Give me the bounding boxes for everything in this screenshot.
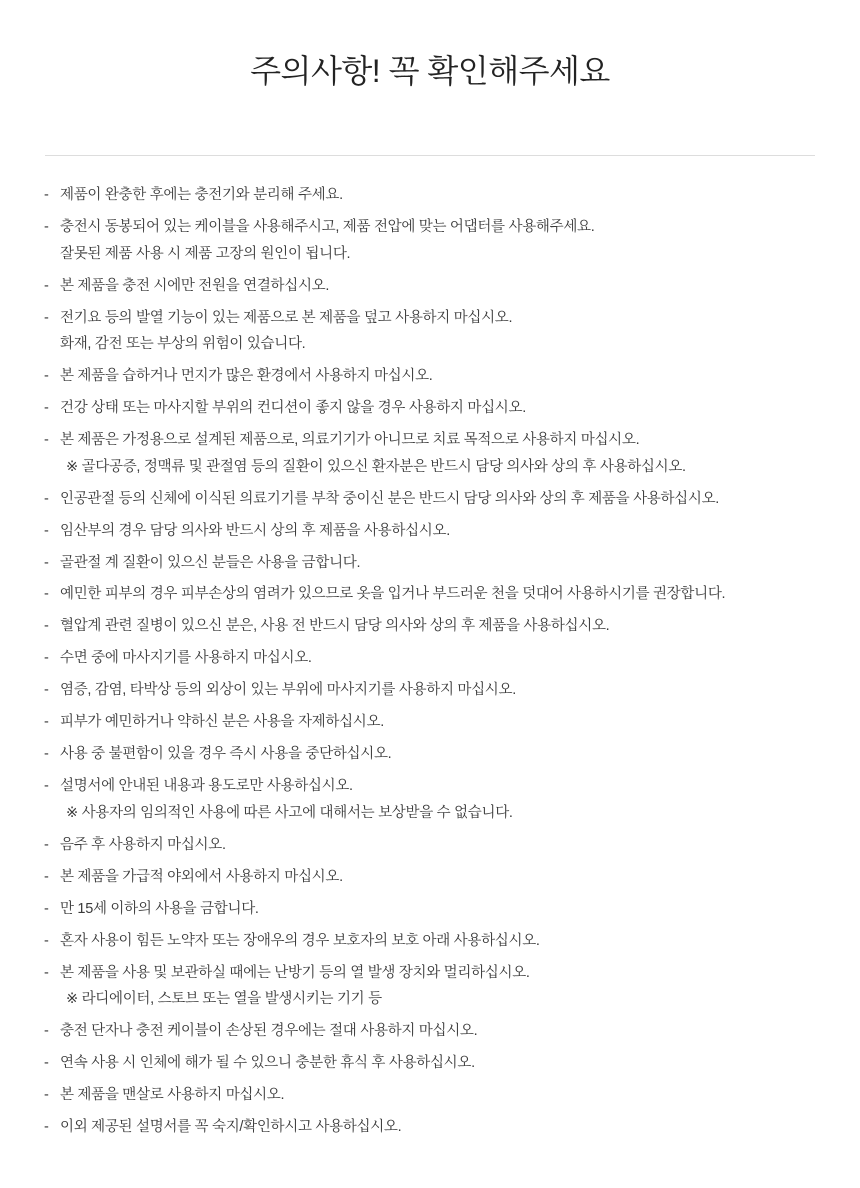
bullet-dash-icon: - xyxy=(44,778,49,795)
bullet-dash-icon: - xyxy=(44,1119,49,1136)
bullet-dash-icon: - xyxy=(44,368,49,385)
notice-line xyxy=(44,520,860,543)
bullet-dash-icon: - xyxy=(44,1055,49,1072)
notice-text: 인공관절 등의 신체에 이식된 의료기기를 부착 중이신 분은 반드시 담당 의사와 상의 후 제품을 사용하십시오. xyxy=(60,490,720,507)
bullet-dash-icon: - xyxy=(44,400,49,417)
notice-text: 혈압계 관련 질병이 있으신 분은, 사용 전 반드시 담당 의사와 상의 후 제품을 사용하십시오. xyxy=(60,618,610,635)
notice-subtext: ※ 라디에이터, 스토브 또는 열을 발생시키는 기기 등 xyxy=(66,991,382,1008)
notice-text: 본 제품을 맨살로 사용하지 마십시오. xyxy=(60,1087,285,1104)
bullet-dash-icon: - xyxy=(44,490,49,507)
notice-line xyxy=(44,711,860,734)
notice-text: 염증, 감염, 타박상 등의 외상이 있는 부위에 마사지기를 사용하지 마십시오. xyxy=(60,682,516,699)
bullet-dash-icon: - xyxy=(44,586,49,603)
notice-line xyxy=(44,583,860,606)
notice-line xyxy=(44,866,860,889)
bullet-dash-icon: - xyxy=(44,1087,49,1104)
notice-line xyxy=(44,397,860,420)
notice-text: 본 제품을 습하거나 먼지가 많은 환경에서 사용하지 마십시오. xyxy=(60,368,433,385)
notice-subtext: ※ 사용자의 임의적인 사용에 따른 사고에 대해서는 보상받을 수 없습니다. xyxy=(66,804,513,821)
notice-line xyxy=(44,775,860,798)
bullet-dash-icon: - xyxy=(44,522,49,539)
notice-line xyxy=(44,307,860,330)
notice-text: 음주 후 사용하지 마십시오. xyxy=(60,836,226,853)
notice-subtext: 화재, 감전 또는 부상의 위험이 있습니다. xyxy=(60,336,306,353)
list-item xyxy=(44,1116,860,1148)
notice-text: 혼자 사용이 힘든 노약자 또는 장애우의 경우 보호자의 보호 아래 사용하십시오. xyxy=(60,932,540,949)
notice-text: 임산부의 경우 담당 의사와 반드시 상의 후 제품을 사용하십시오. xyxy=(60,522,450,539)
notice-text: 충전시 동봉되어 있는 케이블을 사용해주시고, 제품 전압에 맞는 어댑터를 사용해주세요. xyxy=(60,219,595,236)
list-item xyxy=(44,1084,860,1116)
notice-line xyxy=(44,679,860,702)
notice-line xyxy=(44,488,860,511)
page-title: 주의사항! 꼭 확인해주세요 xyxy=(250,53,610,89)
notice-line xyxy=(44,429,860,452)
bullet-dash-icon: - xyxy=(44,836,49,853)
list-item xyxy=(44,488,860,520)
list-item xyxy=(44,834,860,866)
notice-text: 본 제품을 사용 및 보관하실 때에는 난방기 등의 열 발생 장치와 멀리하십시오. xyxy=(60,964,530,981)
notice-line xyxy=(44,184,860,207)
notice-text: 수면 중에 마사지기를 사용하지 마십시오. xyxy=(60,650,312,667)
list-item xyxy=(44,898,860,930)
bullet-dash-icon: - xyxy=(44,714,49,731)
notice-text: 본 제품을 충전 시에만 전원을 연결하십시오. xyxy=(60,277,330,294)
list-item xyxy=(44,743,860,775)
bullet-dash-icon: - xyxy=(44,187,49,204)
notice-text: 연속 사용 시 인체에 해가 될 수 있으니 충분한 휴식 후 사용하십시오. xyxy=(60,1055,475,1072)
notice-line xyxy=(44,930,860,953)
list-item xyxy=(44,711,860,743)
notice-text: 건강 상태 또는 마사지할 부위의 컨디션이 좋지 않을 경우 사용하지 마십시오. xyxy=(60,400,526,417)
list-item xyxy=(44,583,860,615)
notice-line xyxy=(44,365,860,388)
bullet-dash-icon: - xyxy=(44,868,49,885)
bullet-dash-icon: - xyxy=(44,554,49,571)
bullet-dash-icon: - xyxy=(44,618,49,635)
notice-text: 골관절 계 질환이 있으신 분들은 사용을 금합니다. xyxy=(60,554,361,571)
notice-text: 사용 중 불편함이 있을 경우 즉시 사용을 중단하십시오. xyxy=(60,746,392,763)
bullet-dash-icon: - xyxy=(44,932,49,949)
notice-line xyxy=(44,615,860,638)
notice-line xyxy=(44,1020,860,1043)
list-item xyxy=(44,397,860,429)
list-item xyxy=(44,775,860,833)
notice-text: 본 제품을 가급적 야외에서 사용하지 마십시오. xyxy=(60,868,343,885)
bullet-dash-icon: - xyxy=(44,650,49,667)
notice-line xyxy=(44,1084,860,1107)
bullet-dash-icon: - xyxy=(44,277,49,294)
notice-subtext: ※ 골다공증, 정맥류 및 관절염 등의 질환이 있으신 환자분은 반드시 담당 의사와 상의 후 사용하십시오. xyxy=(66,458,686,475)
notice-line xyxy=(44,275,860,298)
list-item xyxy=(44,307,860,365)
bullet-dash-icon: - xyxy=(44,1023,49,1040)
notice-text: 충전 단자나 충전 케이블이 손상된 경우에는 절대 사용하지 마십시오. xyxy=(60,1023,478,1040)
bullet-dash-icon: - xyxy=(44,746,49,763)
notice-subtext: 잘못된 제품 사용 시 제품 고장의 원인이 됩니다. xyxy=(60,245,351,262)
notice-text: 예민한 피부의 경우 피부손상의 염려가 있으므로 옷을 입거나 부드러운 천을 덧대어 사용하시기를 권장합니다. xyxy=(60,586,726,603)
notice-line xyxy=(44,962,860,985)
list-item xyxy=(44,615,860,647)
bullet-dash-icon: - xyxy=(44,309,49,326)
list-item xyxy=(44,520,860,552)
bullet-dash-icon: - xyxy=(44,900,49,917)
bullet-dash-icon: - xyxy=(44,682,49,699)
bullet-dash-icon: - xyxy=(44,432,49,449)
notice-line xyxy=(44,898,860,921)
list-item xyxy=(44,184,860,216)
list-item xyxy=(44,1020,860,1052)
notice-text: 제품이 완충한 후에는 충전기와 분리해 주세요. xyxy=(60,187,343,204)
notice-text: 본 제품은 가정용으로 설계된 제품으로, 의료기기가 아니므로 치료 목적으로 사용하지 마십시오. xyxy=(60,432,640,449)
notice-text: 만 15세 이하의 사용을 금합니다. xyxy=(60,900,259,917)
list-item xyxy=(44,930,860,962)
notice-text: 이외 제공된 설명서를 꼭 숙지/확인하시고 사용하십시오. xyxy=(60,1119,402,1136)
notice-line xyxy=(44,1052,860,1075)
bullet-dash-icon: - xyxy=(44,219,49,236)
list-item xyxy=(44,647,860,679)
notice-text: 전기요 등의 발열 기능이 있는 제품으로 본 제품을 덮고 사용하지 마십시오. xyxy=(60,309,513,326)
notice-line xyxy=(44,743,860,766)
list-item xyxy=(44,365,860,397)
notice-text: 설명서에 안내된 내용과 용도로만 사용하십시오. xyxy=(60,778,353,795)
list-item xyxy=(44,552,860,584)
list-item xyxy=(44,866,860,898)
list-item xyxy=(44,429,860,487)
list-item xyxy=(44,962,860,1020)
notice-line xyxy=(44,552,860,575)
notice-line xyxy=(44,647,860,670)
list-item xyxy=(44,275,860,307)
notice-list xyxy=(0,156,860,1188)
notice-line xyxy=(44,834,860,857)
bullet-dash-icon: - xyxy=(44,964,49,981)
list-item xyxy=(44,1052,860,1084)
notice-line xyxy=(44,1116,860,1139)
list-item xyxy=(44,216,860,274)
notice-line xyxy=(44,216,860,239)
notice-text: 피부가 예민하거나 약하신 분은 사용을 자제하십시오. xyxy=(60,714,384,731)
list-item xyxy=(44,679,860,711)
